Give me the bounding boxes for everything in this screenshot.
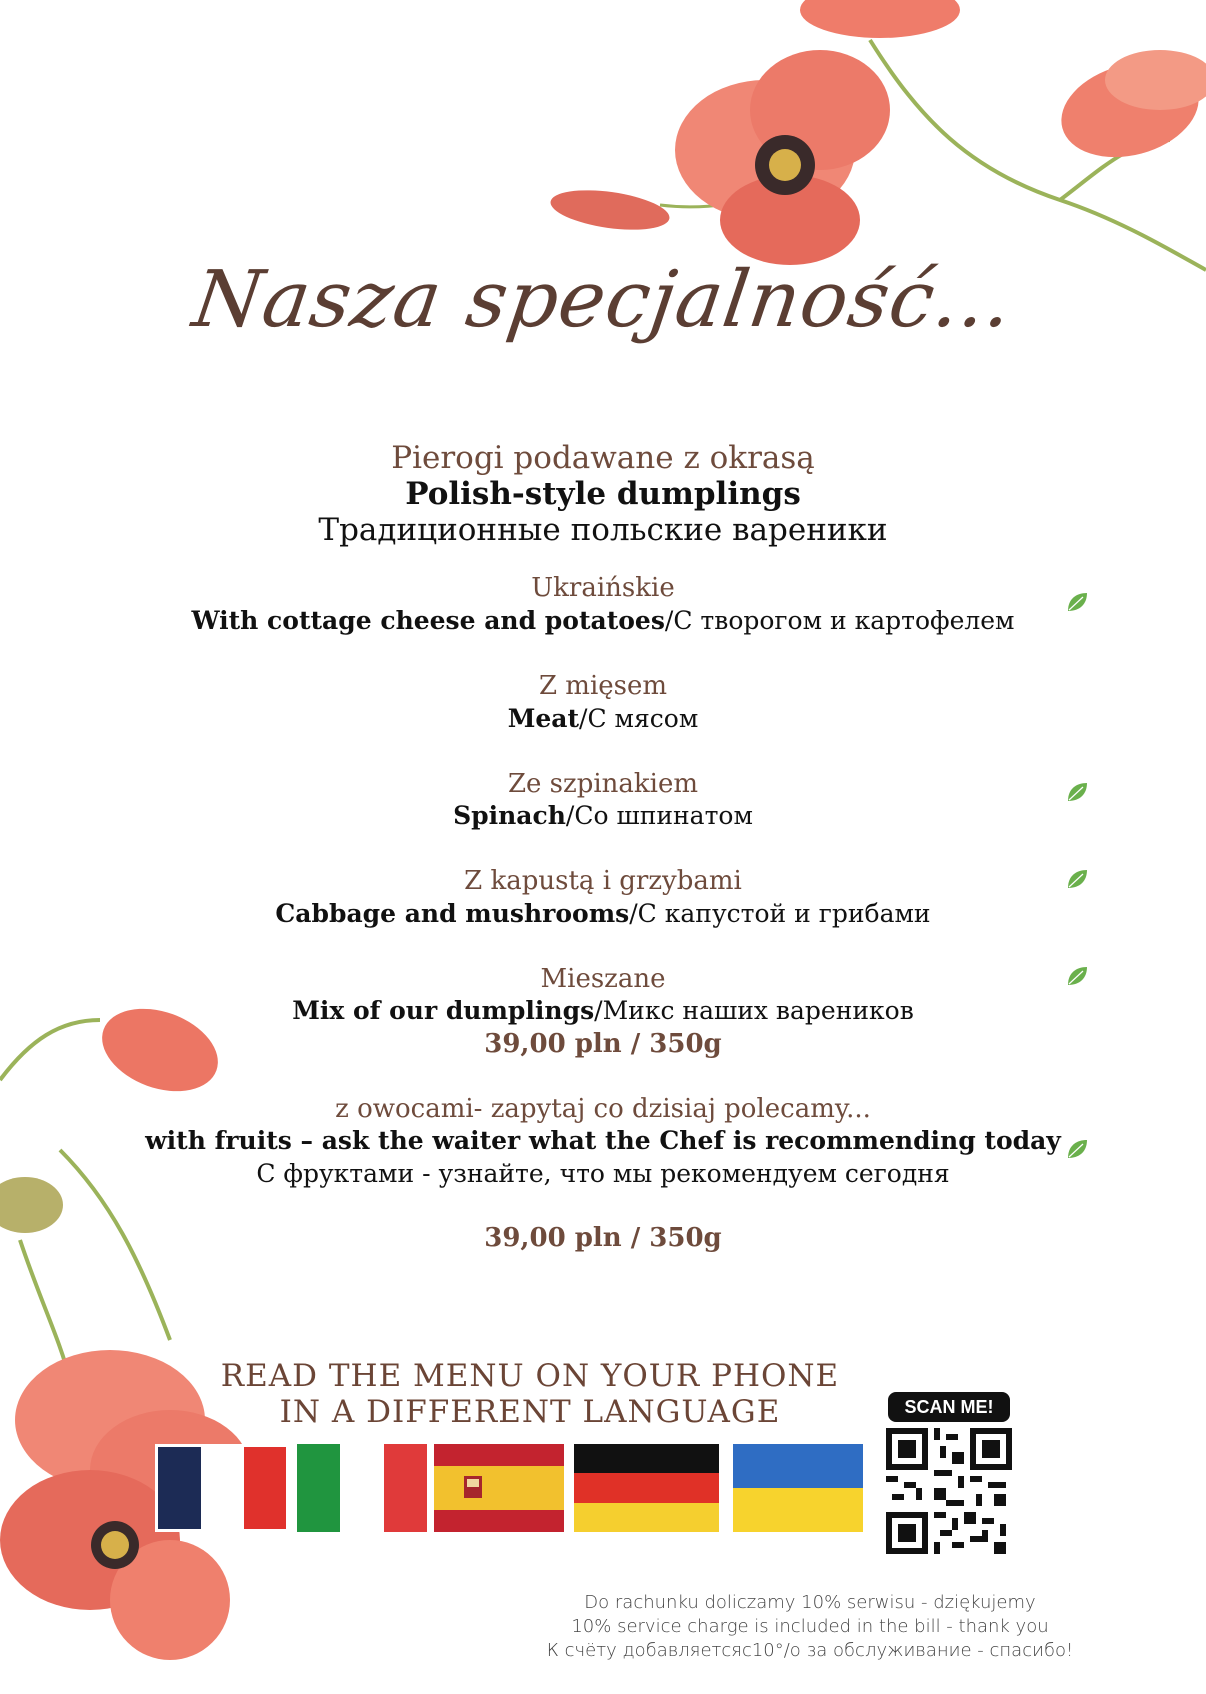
item-polish-z-kapusta: Z kapustą i grzybami <box>464 866 742 896</box>
fruits-price: 39,00 pln / 350g <box>484 1223 722 1253</box>
item-polish-ukrainskie: Ukraińskie <box>531 573 675 603</box>
item-translation-z-kapusta: Cabbage and mushrooms/С капустой и грибами <box>275 899 931 928</box>
item-polish-z-miesem: Z mięsem <box>538 671 668 701</box>
ukraine-flag-icon[interactable] <box>733 1444 863 1532</box>
dish-name-english: Polish-style dumplings <box>405 476 801 512</box>
leaf-icon <box>1066 591 1088 613</box>
leaf-icon <box>1066 1138 1088 1160</box>
fruits-russian: С фруктами - узнайте, что мы рекомендуем сегодня <box>256 1159 950 1188</box>
item-translation-z-miesem: Meat/С мясом <box>507 704 699 733</box>
item-translation-ze-szpinakiem: Spinach/Со шпинатом <box>453 801 753 830</box>
item-translation-mieszane: Mix of our dumplings/Микс наших вареников <box>292 996 914 1025</box>
leaf-icon <box>1066 965 1088 987</box>
leaf-icon <box>1066 781 1088 803</box>
fruits-english: with fruits – ask the waiter what the Chef is recommending today <box>145 1126 1061 1155</box>
item-translation-ukrainskie: With cottage cheese and potatoes/С творогом и картофелем <box>191 606 1015 635</box>
dish-name-russian: Традиционные польские вареники <box>318 512 888 548</box>
banner-line-1: READ THE MENU ON YOUR PHONE <box>220 1358 840 1394</box>
spain-flag-icon[interactable] <box>434 1444 564 1532</box>
germany-flag-icon[interactable] <box>574 1444 719 1532</box>
banner-line-2: IN A DIFFERENT LANGUAGE <box>279 1394 781 1430</box>
service-note-english: 10% service charge is included in the bill - thank you <box>571 1616 1049 1637</box>
fruits-polish: z owocami- zapytaj co dzisiaj polecamy... <box>335 1094 871 1124</box>
item-polish-ze-szpinakiem: Ze szpinakiem <box>507 769 699 799</box>
item-polish-mieszane: Mieszane <box>540 964 666 994</box>
qr-code[interactable] <box>886 1428 1012 1554</box>
item-price-mieszane: 39,00 pln / 350g <box>484 1029 722 1059</box>
leaf-icon <box>1066 868 1088 890</box>
italy-flag-icon[interactable] <box>297 1444 427 1532</box>
service-note-polish: Do rachunku doliczamy 10% serwisu - dziękujemy <box>584 1592 1036 1613</box>
france-flag-icon[interactable] <box>155 1444 289 1532</box>
poppy-top-right-decoration <box>540 0 1206 290</box>
scan-me-label: SCAN ME! <box>888 1392 1010 1422</box>
dish-name-polish: Pierogi podawane z okrasą <box>391 440 815 476</box>
service-note-russian: К счёту добавляетсяс10°/о за обслуживание - спасибо! <box>546 1640 1074 1661</box>
page-title: Nasza specjalność... <box>187 255 1019 345</box>
